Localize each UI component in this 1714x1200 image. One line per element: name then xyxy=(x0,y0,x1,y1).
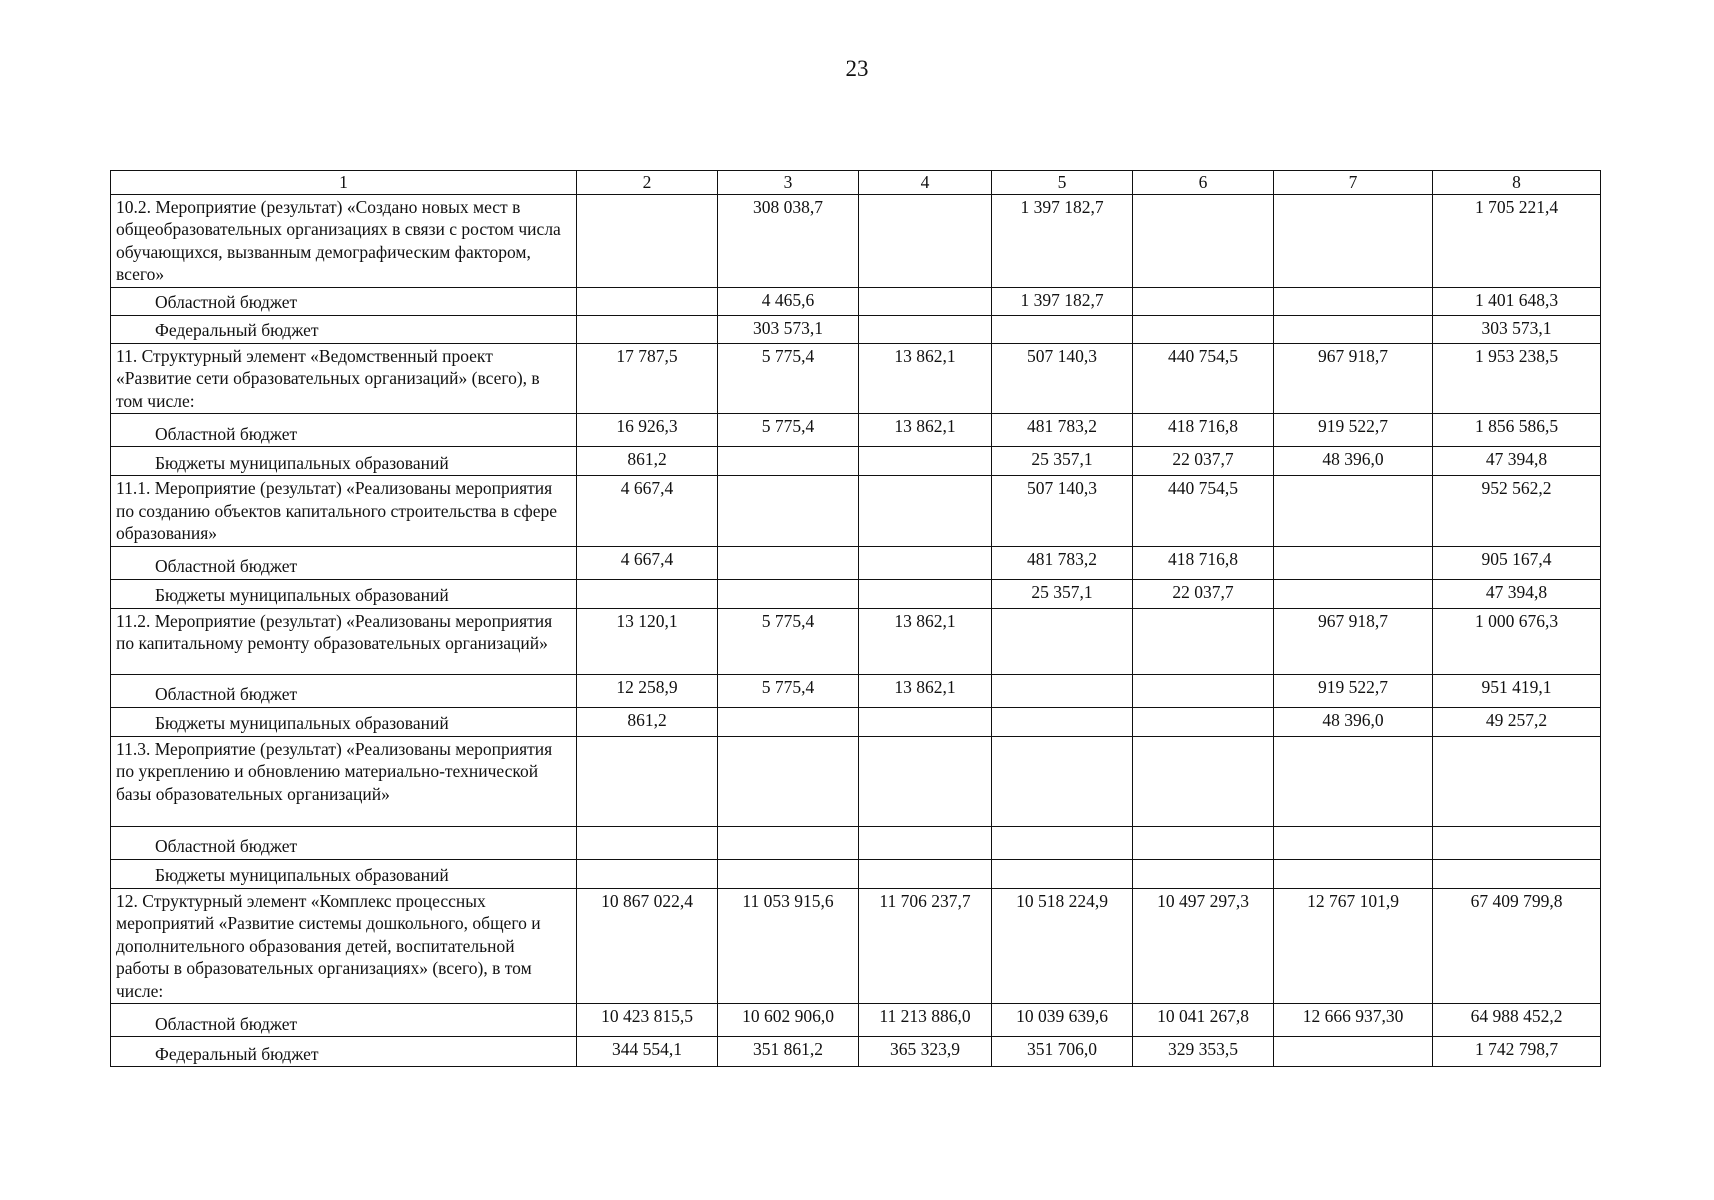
column-header: 4 xyxy=(859,171,992,195)
value-cell: 440 754,5 xyxy=(1133,343,1274,414)
value-cell: 12 258,9 xyxy=(577,674,718,707)
value-cell xyxy=(718,826,859,859)
value-cell xyxy=(859,194,992,287)
value-cell xyxy=(1133,707,1274,736)
value-cell xyxy=(992,707,1133,736)
value-cell: 25 357,1 xyxy=(992,579,1133,608)
value-cell: 11 706 237,7 xyxy=(859,888,992,1004)
value-cell: 64 988 452,2 xyxy=(1433,1004,1601,1037)
value-cell xyxy=(1133,315,1274,343)
value-cell xyxy=(718,736,859,826)
value-cell xyxy=(1133,674,1274,707)
table-row xyxy=(111,608,1601,674)
value-cell xyxy=(718,707,859,736)
value-cell: 13 862,1 xyxy=(859,343,992,414)
value-cell: 10 039 639,6 xyxy=(992,1004,1133,1037)
value-cell: 418 716,8 xyxy=(1133,546,1274,579)
value-cell: 16 926,3 xyxy=(577,414,718,447)
value-cell xyxy=(859,546,992,579)
value-cell: 1 401 648,3 xyxy=(1433,287,1601,315)
table-row xyxy=(111,194,1601,287)
budget-source-label: Областной бюджет xyxy=(111,674,577,707)
value-cell xyxy=(992,315,1133,343)
value-cell: 17 787,5 xyxy=(577,343,718,414)
budget-source-label: Областной бюджет xyxy=(111,287,577,315)
value-cell: 10 602 906,0 xyxy=(718,1004,859,1037)
value-cell: 507 140,3 xyxy=(992,343,1133,414)
value-cell xyxy=(1133,287,1274,315)
value-cell: 919 522,7 xyxy=(1274,414,1433,447)
table-row xyxy=(111,447,1601,476)
table-row xyxy=(111,888,1601,1004)
value-cell: 4 667,4 xyxy=(577,546,718,579)
value-cell xyxy=(1433,859,1601,888)
value-cell: 1 742 798,7 xyxy=(1433,1037,1601,1067)
value-cell xyxy=(859,287,992,315)
value-cell xyxy=(1433,826,1601,859)
item-label: 12. Структурный элемент «Комплекс процессных мероприятий «Развитие системы дошкольного, общего и дополнительного образования детей, воспитательной работы в образовательных организациях» (всего), в том числе: xyxy=(111,888,577,1004)
value-cell xyxy=(1274,736,1433,826)
value-cell: 481 783,2 xyxy=(992,546,1133,579)
value-cell: 49 257,2 xyxy=(1433,707,1601,736)
value-cell: 22 037,7 xyxy=(1133,447,1274,476)
value-cell xyxy=(992,826,1133,859)
value-cell: 919 522,7 xyxy=(1274,674,1433,707)
value-cell xyxy=(1274,859,1433,888)
value-cell xyxy=(577,859,718,888)
value-cell xyxy=(1133,194,1274,287)
value-cell: 1 705 221,4 xyxy=(1433,194,1601,287)
value-cell: 951 419,1 xyxy=(1433,674,1601,707)
column-header: 8 xyxy=(1433,171,1601,195)
table-row xyxy=(111,546,1601,579)
budget-source-label: Федеральный бюджет xyxy=(111,1037,577,1067)
value-cell xyxy=(859,826,992,859)
value-cell: 12 767 101,9 xyxy=(1274,888,1433,1004)
value-cell: 308 038,7 xyxy=(718,194,859,287)
item-label: 10.2. Мероприятие (результат) «Создано новых мест в общеобразовательных организациях в связи с ростом числа обучающихся, вызванным демографическим фактором, всего» xyxy=(111,194,577,287)
value-cell xyxy=(1133,608,1274,674)
value-cell xyxy=(1274,476,1433,547)
budget-source-label: Бюджеты муниципальных образований xyxy=(111,859,577,888)
value-cell xyxy=(577,579,718,608)
budget-source-label: Бюджеты муниципальных образований xyxy=(111,707,577,736)
table-row xyxy=(111,476,1601,547)
value-cell xyxy=(859,736,992,826)
value-cell: 4 465,6 xyxy=(718,287,859,315)
value-cell: 10 423 815,5 xyxy=(577,1004,718,1037)
table-body xyxy=(111,171,1601,1067)
column-header: 3 xyxy=(718,171,859,195)
value-cell: 13 862,1 xyxy=(859,414,992,447)
budget-source-label: Областной бюджет xyxy=(111,1004,577,1037)
value-cell: 22 037,7 xyxy=(1133,579,1274,608)
item-label: 11.2. Мероприятие (результат) «Реализованы мероприятия по капитальному ремонту образовательных организаций» xyxy=(111,608,577,674)
value-cell xyxy=(1274,546,1433,579)
budget-source-label: Бюджеты муниципальных образований xyxy=(111,579,577,608)
value-cell: 1 856 586,5 xyxy=(1433,414,1601,447)
value-cell: 303 573,1 xyxy=(718,315,859,343)
value-cell: 10 041 267,8 xyxy=(1133,1004,1274,1037)
value-cell: 47 394,8 xyxy=(1433,579,1601,608)
value-cell xyxy=(577,736,718,826)
value-cell: 10 867 022,4 xyxy=(577,888,718,1004)
value-cell: 344 554,1 xyxy=(577,1037,718,1067)
value-cell: 952 562,2 xyxy=(1433,476,1601,547)
value-cell: 1 000 676,3 xyxy=(1433,608,1601,674)
table-row xyxy=(111,736,1601,826)
budget-source-label: Бюджеты муниципальных образований xyxy=(111,447,577,476)
value-cell: 967 918,7 xyxy=(1274,343,1433,414)
column-header: 7 xyxy=(1274,171,1433,195)
table-row xyxy=(111,674,1601,707)
value-cell xyxy=(1133,826,1274,859)
value-cell: 10 518 224,9 xyxy=(992,888,1133,1004)
value-cell: 329 353,5 xyxy=(1133,1037,1274,1067)
item-label: 11. Структурный элемент «Ведомственный проект «Развитие сети образовательных организаций» (всего), в том числе: xyxy=(111,343,577,414)
value-cell: 12 666 937,30 xyxy=(1274,1004,1433,1037)
value-cell xyxy=(859,707,992,736)
column-header: 5 xyxy=(992,171,1133,195)
value-cell: 47 394,8 xyxy=(1433,447,1601,476)
value-cell: 48 396,0 xyxy=(1274,447,1433,476)
column-header: 2 xyxy=(577,171,718,195)
value-cell xyxy=(992,859,1133,888)
value-cell: 13 120,1 xyxy=(577,608,718,674)
value-cell: 10 497 297,3 xyxy=(1133,888,1274,1004)
value-cell: 507 140,3 xyxy=(992,476,1133,547)
value-cell: 11 053 915,6 xyxy=(718,888,859,1004)
table-row xyxy=(111,287,1601,315)
value-cell xyxy=(1274,287,1433,315)
value-cell xyxy=(718,859,859,888)
table-row xyxy=(111,343,1601,414)
column-header: 6 xyxy=(1133,171,1274,195)
value-cell: 1 953 238,5 xyxy=(1433,343,1601,414)
value-cell: 418 716,8 xyxy=(1133,414,1274,447)
value-cell xyxy=(859,859,992,888)
value-cell: 1 397 182,7 xyxy=(992,287,1133,315)
value-cell xyxy=(992,608,1133,674)
value-cell: 440 754,5 xyxy=(1133,476,1274,547)
value-cell: 1 397 182,7 xyxy=(992,194,1133,287)
value-cell: 5 775,4 xyxy=(718,608,859,674)
value-cell xyxy=(992,674,1133,707)
value-cell: 905 167,4 xyxy=(1433,546,1601,579)
value-cell xyxy=(718,447,859,476)
value-cell: 861,2 xyxy=(577,447,718,476)
value-cell xyxy=(1133,859,1274,888)
table-row xyxy=(111,826,1601,859)
item-label: 11.1. Мероприятие (результат) «Реализованы мероприятия по созданию объектов капитального строительства в сфере образования» xyxy=(111,476,577,547)
value-cell: 5 775,4 xyxy=(718,414,859,447)
value-cell xyxy=(718,579,859,608)
table-row xyxy=(111,579,1601,608)
value-cell: 351 706,0 xyxy=(992,1037,1133,1067)
value-cell: 481 783,2 xyxy=(992,414,1133,447)
value-cell: 67 409 799,8 xyxy=(1433,888,1601,1004)
table-row xyxy=(111,315,1601,343)
value-cell: 5 775,4 xyxy=(718,343,859,414)
value-cell xyxy=(1274,315,1433,343)
value-cell xyxy=(859,476,992,547)
value-cell: 48 396,0 xyxy=(1274,707,1433,736)
budget-source-label: Федеральный бюджет xyxy=(111,315,577,343)
value-cell: 351 861,2 xyxy=(718,1037,859,1067)
value-cell: 11 213 886,0 xyxy=(859,1004,992,1037)
value-cell xyxy=(1274,826,1433,859)
value-cell xyxy=(577,287,718,315)
value-cell: 25 357,1 xyxy=(992,447,1133,476)
value-cell xyxy=(1274,194,1433,287)
value-cell: 13 862,1 xyxy=(859,674,992,707)
table-row xyxy=(111,707,1601,736)
budget-source-label: Областной бюджет xyxy=(111,546,577,579)
value-cell xyxy=(992,736,1133,826)
column-header: 1 xyxy=(111,171,577,195)
item-label: 11.3. Мероприятие (результат) «Реализованы мероприятия по укреплению и обновлению материально-технической базы образовательных организаций» xyxy=(111,736,577,826)
value-cell xyxy=(1274,1037,1433,1067)
value-cell xyxy=(718,476,859,547)
value-cell xyxy=(1433,736,1601,826)
value-cell: 365 323,9 xyxy=(859,1037,992,1067)
value-cell xyxy=(859,447,992,476)
table-row xyxy=(111,1004,1601,1037)
budget-source-label: Областной бюджет xyxy=(111,414,577,447)
budget-table xyxy=(110,170,1601,1067)
table-row xyxy=(111,859,1601,888)
value-cell: 861,2 xyxy=(577,707,718,736)
value-cell: 967 918,7 xyxy=(1274,608,1433,674)
value-cell: 303 573,1 xyxy=(1433,315,1601,343)
table-row xyxy=(111,414,1601,447)
value-cell xyxy=(1133,736,1274,826)
value-cell xyxy=(577,194,718,287)
value-cell: 4 667,4 xyxy=(577,476,718,547)
value-cell: 13 862,1 xyxy=(859,608,992,674)
value-cell xyxy=(1274,579,1433,608)
table-row xyxy=(111,1037,1601,1067)
budget-source-label: Областной бюджет xyxy=(111,826,577,859)
value-cell xyxy=(577,315,718,343)
header-row xyxy=(111,171,1601,195)
value-cell xyxy=(859,579,992,608)
value-cell xyxy=(577,826,718,859)
value-cell xyxy=(859,315,992,343)
value-cell xyxy=(718,546,859,579)
value-cell: 5 775,4 xyxy=(718,674,859,707)
page-number: 23 xyxy=(845,56,869,81)
